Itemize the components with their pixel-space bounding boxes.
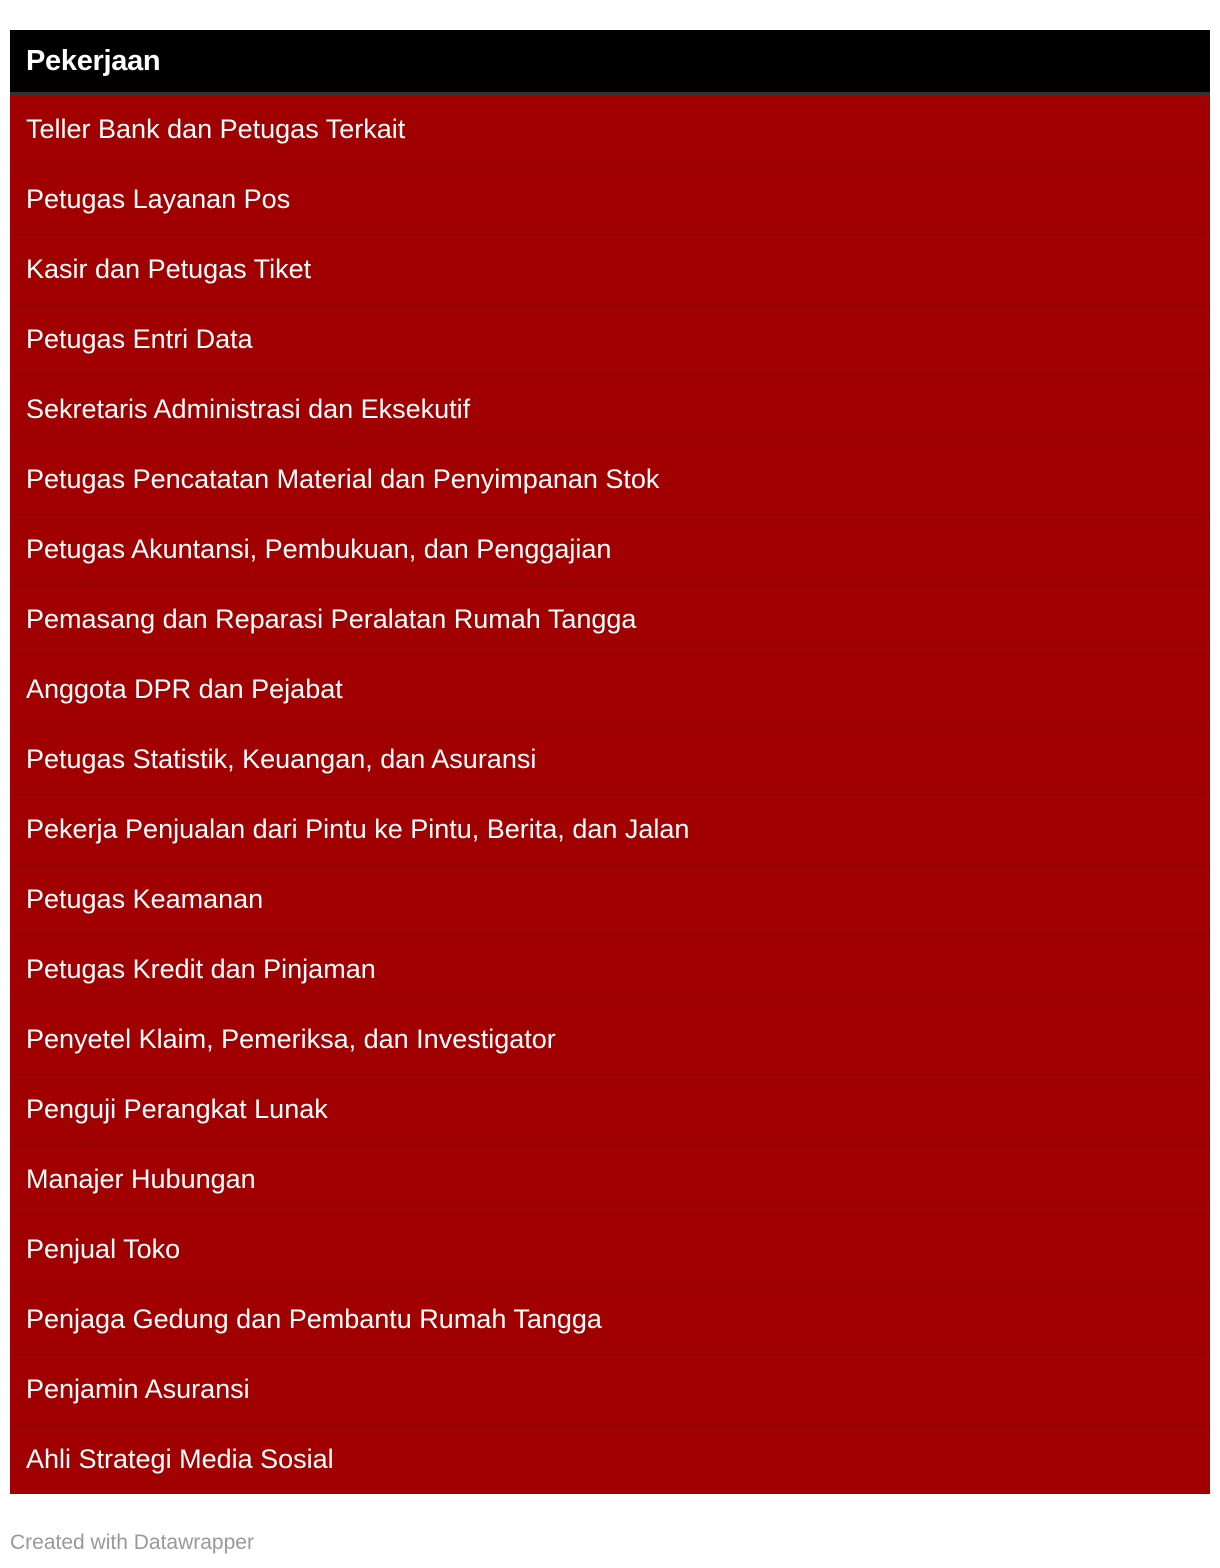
table-cell: Anggota DPR dan Pejabat [10, 654, 1210, 724]
table-cell: Penguji Perangkat Lunak [10, 1074, 1210, 1144]
table-row [10, 654, 1210, 724]
table-row [10, 1354, 1210, 1424]
table-row [10, 1074, 1210, 1144]
table-header [10, 30, 1210, 94]
table-row [10, 1004, 1210, 1074]
table-row [10, 1424, 1210, 1494]
table-cell: Ahli Strategi Media Sosial [10, 1424, 1210, 1494]
table-cell: Teller Bank dan Petugas Terkait [10, 94, 1210, 164]
table-cell: Penyetel Klaim, Pemeriksa, dan Investigator [10, 1004, 1210, 1074]
column-header[interactable]: Pekerjaan [10, 30, 1210, 94]
table-cell: Petugas Pencatatan Material dan Penyimpanan Stok [10, 444, 1210, 514]
table-body [10, 94, 1210, 1494]
table-cell: Penjamin Asuransi [10, 1354, 1210, 1424]
table-row [10, 304, 1210, 374]
table-cell: Petugas Kredit dan Pinjaman [10, 934, 1210, 1004]
table-row [10, 234, 1210, 304]
footer-credit: Created with Datawrapper [10, 1531, 254, 1554]
table-row [10, 164, 1210, 234]
table-cell: Petugas Entri Data [10, 304, 1210, 374]
jobs-table [10, 30, 1210, 1494]
table-cell: Pekerja Penjualan dari Pintu ke Pintu, Berita, dan Jalan [10, 794, 1210, 864]
table-cell: Penjaga Gedung dan Pembantu Rumah Tangga [10, 1284, 1210, 1354]
table-cell: Petugas Akuntansi, Pembukuan, dan Penggajian [10, 514, 1210, 584]
table-row [10, 514, 1210, 584]
table-row [10, 584, 1210, 654]
table-cell: Pemasang dan Reparasi Peralatan Rumah Tangga [10, 584, 1210, 654]
table-cell: Sekretaris Administrasi dan Eksekutif [10, 374, 1210, 444]
table-row [10, 794, 1210, 864]
table-cell: Petugas Layanan Pos [10, 164, 1210, 234]
table-row [10, 444, 1210, 514]
table-row [10, 1144, 1210, 1214]
table-row [10, 94, 1210, 164]
table-cell: Penjual Toko [10, 1214, 1210, 1284]
table-row [10, 724, 1210, 794]
table-row [10, 934, 1210, 1004]
table-cell: Kasir dan Petugas Tiket [10, 234, 1210, 304]
table-row [10, 1214, 1210, 1284]
table-row [10, 374, 1210, 444]
table-container [10, 30, 1210, 1494]
table-cell: Petugas Statistik, Keuangan, dan Asuransi [10, 724, 1210, 794]
table-row [10, 1284, 1210, 1354]
table-cell: Petugas Keamanan [10, 864, 1210, 934]
table-row [10, 864, 1210, 934]
table-cell: Manajer Hubungan [10, 1144, 1210, 1214]
header-row [10, 30, 1210, 94]
